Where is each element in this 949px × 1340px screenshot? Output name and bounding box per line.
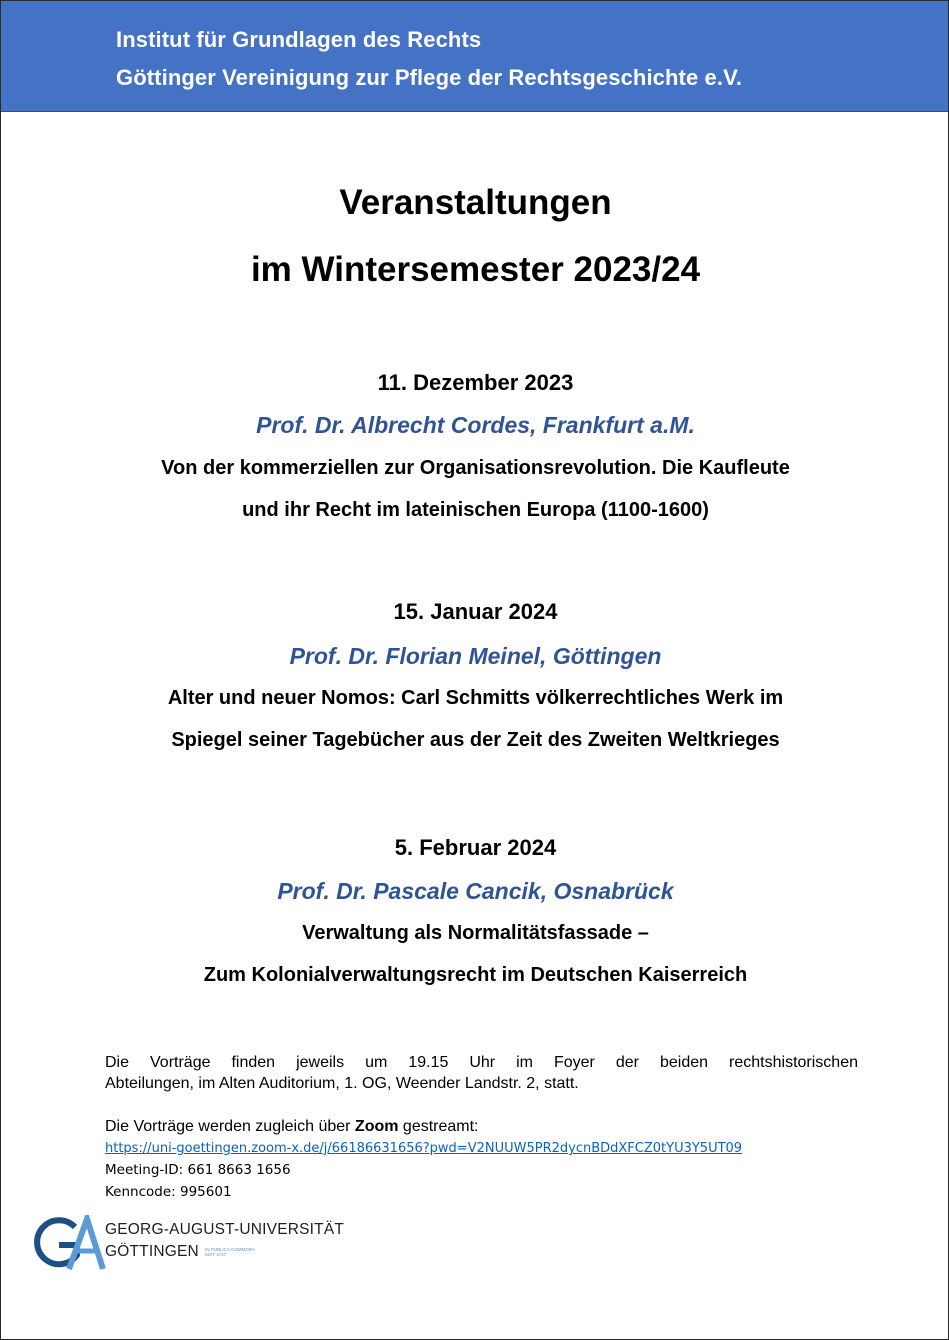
event-1-speaker: Prof. Dr. Albrecht Cordes, Frankfurt a.M. — [256, 412, 695, 438]
meeting-id: Meeting-ID: 661 8663 1656 — [105, 1162, 291, 1178]
page-title: Veranstaltungen — [339, 183, 612, 222]
event-1-topic-line2: und ihr Recht im lateinischen Europa (1100-1600) — [242, 499, 709, 521]
event-3-date: 5. Februar 2024 — [394, 835, 557, 860]
event-2-speaker: Prof. Dr. Florian Meinel, Göttingen — [289, 643, 662, 669]
header-banner — [1, 1, 948, 112]
venue-info-line1: Die Vorträge finden jeweils um 19.15 Uhr im Foyer der beiden rechtshistorischen — [105, 1054, 858, 1071]
association-name: Göttinger Vereinigung zur Pflege der Rechtsgeschichte e.V. — [116, 65, 743, 90]
logo-university-name: GEORG-AUGUST-UNIVERSITÄT — [105, 1221, 345, 1238]
institute-name: Institut für Grundlagen des Rechts — [116, 27, 482, 52]
zoom-bold: Zoom — [354, 1118, 399, 1135]
zoom-suffix: gestreamt: — [398, 1118, 479, 1135]
event-2-topic-line1: Alter und neuer Nomos: Carl Schmitts völkerrechtliches Werk im — [167, 687, 784, 709]
event-2-topic-line2: Spiegel seiner Tagebücher aus der Zeit des Zweiten Weltkrieges — [171, 729, 780, 751]
logo-city-name: GÖTTINGEN — [105, 1243, 199, 1260]
zoom-stream-notice — [105, 1118, 479, 1136]
passcode: Kenncode: 995601 — [105, 1184, 232, 1200]
zoom-prefix: Die Vorträge werden zugleich über — [105, 1118, 355, 1135]
event-3-speaker: Prof. Dr. Pascale Cancik, Osnabrück — [277, 878, 674, 904]
zoom-link[interactable]: https://uni-goettingen.zoom-x.de/j/66186631656?pwd=V2NUUW5PR2dycnBDdXFCZ0tYU3Y5UT09 — [105, 1141, 743, 1156]
venue-info-line2: Abteilungen, im Alten Auditorium, 1. OG, Weender Landstr. 2, statt. — [105, 1075, 579, 1092]
event-3-topic-line1: Verwaltung als Normalitätsfassade – — [302, 922, 649, 944]
page-subtitle: im Wintersemester 2023/24 — [250, 250, 701, 289]
event-2-date: 15. Januar 2024 — [393, 599, 558, 624]
logo-motto-line1: IN PUBLICA COMMODA — [205, 1247, 256, 1252]
logo-motto-line2: SEIT 1737 — [205, 1252, 227, 1257]
event-1-topic-line1: Von der kommerziellen zur Organisationsrevolution. Die Kaufleute — [161, 457, 790, 479]
university-ga-logo-icon — [31, 1215, 107, 1271]
event-3-topic-line2: Zum Kolonialverwaltungsrecht im Deutschen Kaiserreich — [203, 964, 748, 986]
event-1-date: 11. Dezember 2023 — [377, 370, 574, 395]
logo-motto — [205, 1247, 255, 1257]
